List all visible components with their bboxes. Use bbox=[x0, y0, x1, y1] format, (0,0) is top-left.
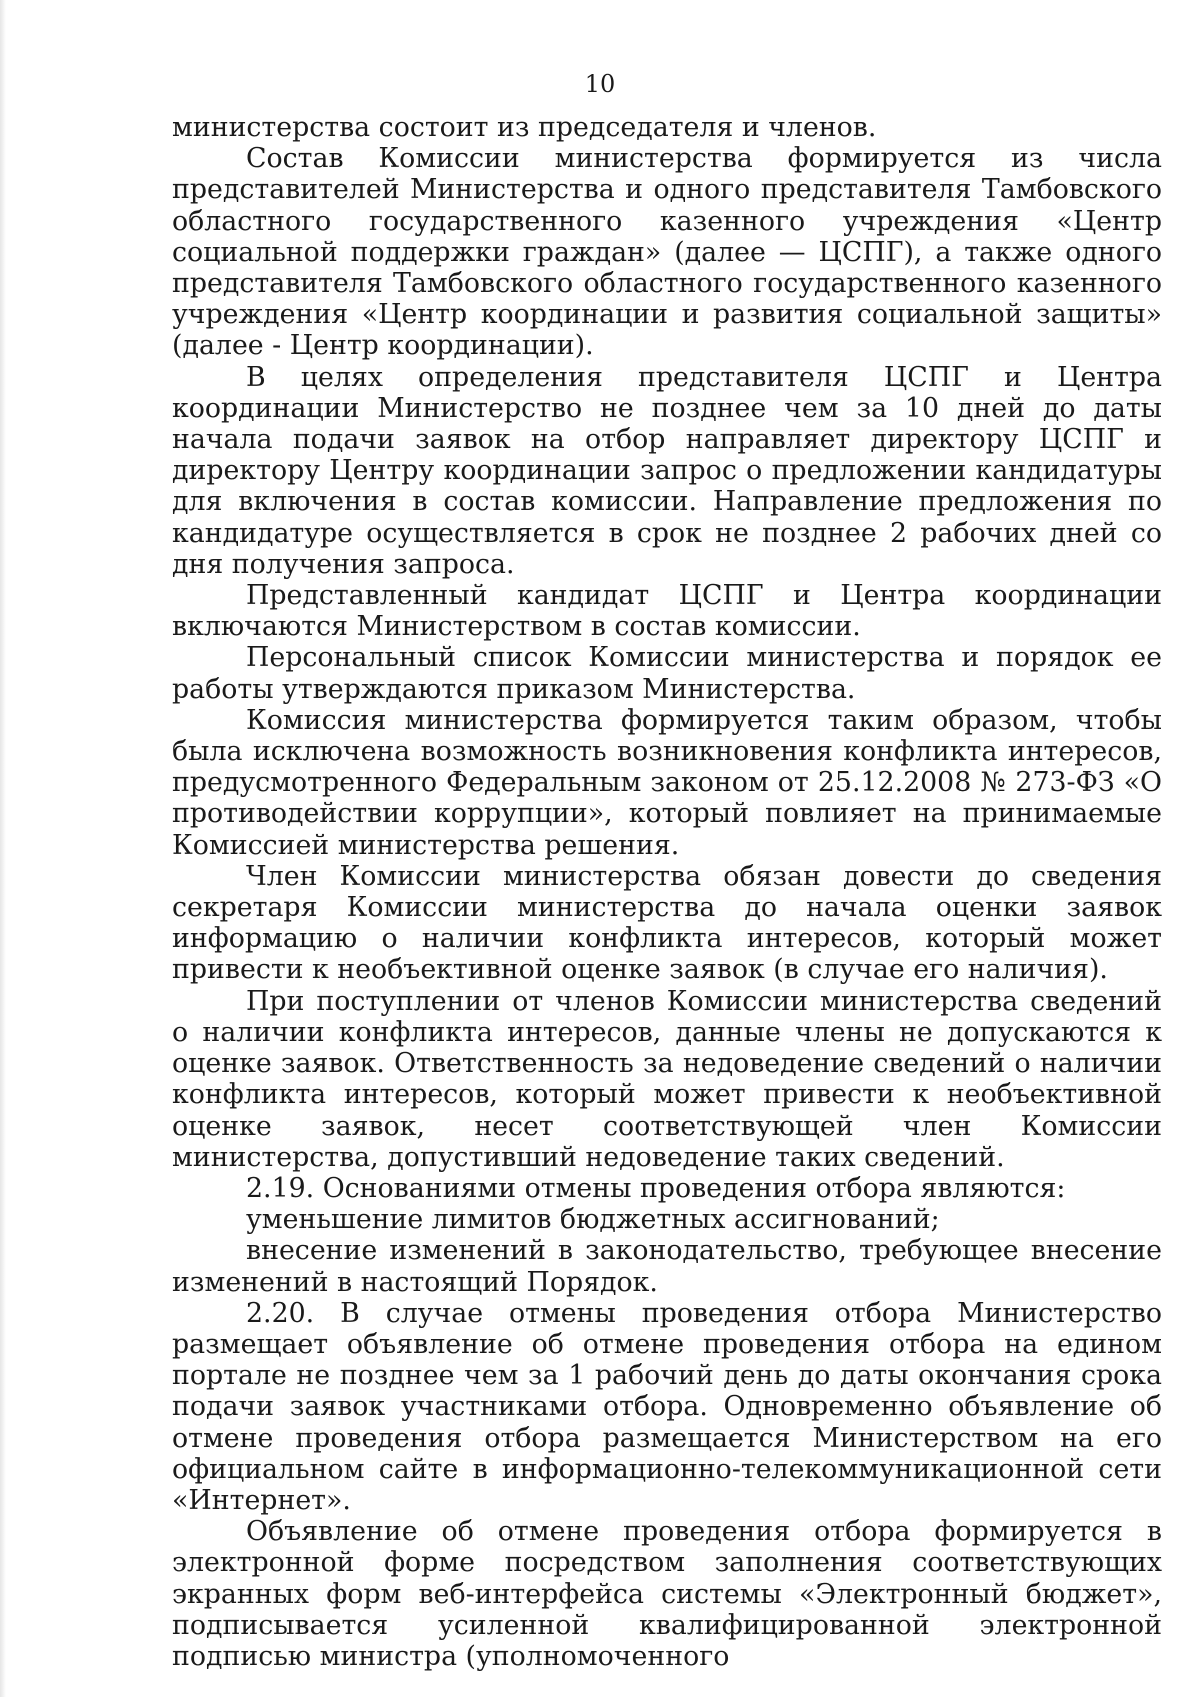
paragraph: 2.20. В случае отмены проведения отбора Министерство размещает объявление об отмене проведения отбора на едином портале не позднее чем за 1 рабочий день до даты окончания срока подачи заявок участниками отбора. Одновременно объявление об отмене проведения отбора размещается Министерством на его официальном сайте в информационно-телекоммуникационной сети «Интернет». bbox=[172, 1297, 1162, 1516]
paragraph: уменьшение лимитов бюджетных ассигнований; bbox=[246, 1204, 940, 1236]
paragraph: Представленный кандидат ЦСПГ и Центра координации включаются Министерством в состав комиссии. bbox=[172, 580, 1162, 643]
paragraph: Комиссия министерства формируется таким образом, чтобы была исключена возможность возникновения конфликта интересов, предусмотренного Федеральным законом от 25.12.2008 № 273-ФЗ «О противодействии коррупции», который повлияет на принимаемые Комиссией министерства решения. bbox=[172, 704, 1162, 861]
page-number: 10 bbox=[584, 70, 616, 98]
paragraph: Член Комиссии министерства обязан довести до сведения секретаря Комиссии министерства до начала оценки заявок информацию о наличии конфликта интересов, который может привести к необъективной оценке заявок (в случае его наличия). bbox=[172, 860, 1162, 986]
paragraph: Объявление об отмене проведения отбора формируется в электронной форме посредством заполнения соответствующих экранных форм веб-интерфейса системы «Электронный бюджет», подписывается усиленной квалифицированной электронной подписью министра (уполномоченного bbox=[172, 1516, 1162, 1672]
paragraph: внесение изменений в законодательство, требующее внесение изменений в настоящий Порядок. bbox=[172, 1235, 1162, 1298]
document-body bbox=[172, 112, 1162, 1672]
paragraph: При поступлении от членов Комиссии министерства сведений о наличии конфликта интересов, данные члены не допускаются к оценке заявок. Ответственность за недоведение сведений о наличии конфликта интересов, который может привести к необъективной оценке заявок, несет соответствующей член Комиссии министерства, допустивший недоведение таких сведений. bbox=[172, 985, 1162, 1173]
scan-edge-shadow bbox=[0, 0, 6, 1697]
paragraph: 2.19. Основаниями отмены проведения отбора являются: bbox=[246, 1172, 1066, 1204]
paragraph: Состав Комиссии министерства формируется из числа представителей Министерства и одного представителя Тамбовского областного государственного казенного учреждения «Центр социальной поддержки граждан» (далее — ЦСПГ), а также одного представителя Тамбовского областного государственного казенного учреждения «Центр координации и развития социальной защиты» (далее - Центр координации). bbox=[172, 143, 1162, 362]
paragraph: министерства состоит из председателя и членов. bbox=[172, 112, 877, 143]
paragraph: В целях определения представителя ЦСПГ и Центра координации Министерство не позднее чем за 10 дней до даты начала подачи заявок на отбор направляет директору ЦСПГ и директору Центру координации запрос о предложении кандидатуры для включения в состав комиссии. Направление предложения по кандидатуре осуществляется в срок не позднее 2 рабочих дней со дня получения запроса. bbox=[172, 361, 1162, 580]
paragraph: Персональный список Комиссии министерства и порядок ее работы утверждаются приказом Министерства. bbox=[172, 642, 1162, 705]
